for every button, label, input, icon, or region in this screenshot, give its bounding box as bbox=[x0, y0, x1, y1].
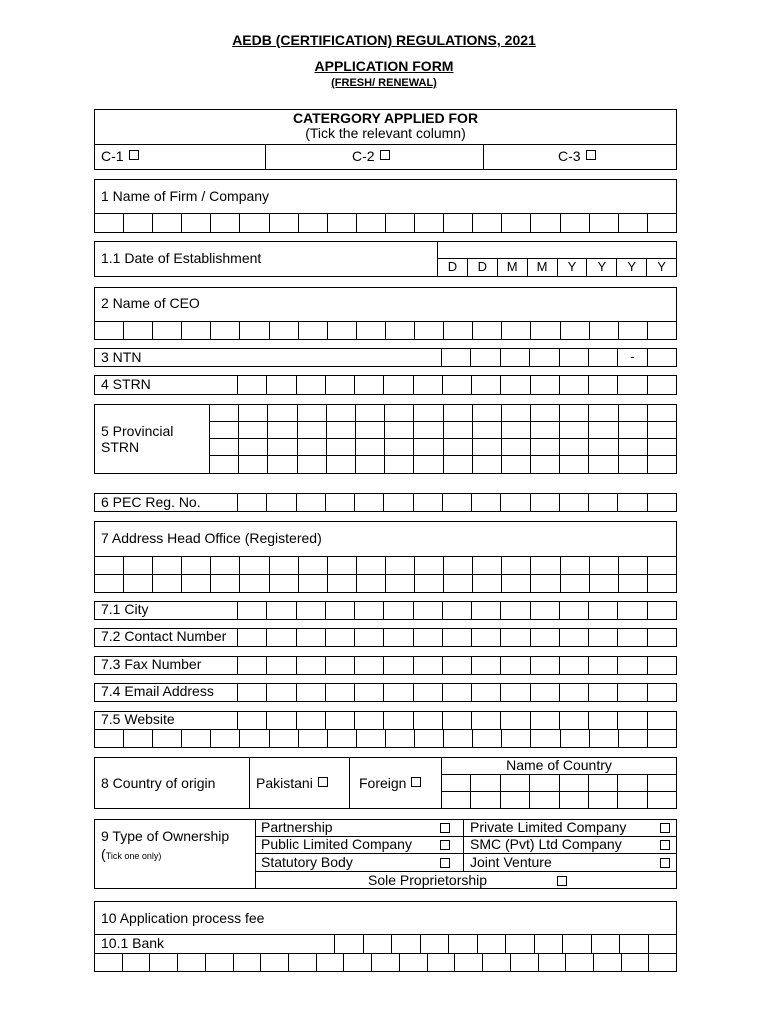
address-cells-row[interactable] bbox=[94, 556, 677, 575]
statutory-body-checkbox-icon[interactable] bbox=[440, 858, 450, 868]
firm-name-label: 1 Name of Firm / Company bbox=[101, 188, 270, 204]
ntn-cells[interactable]: - bbox=[441, 348, 677, 367]
provincial-strn-cells-row[interactable] bbox=[209, 404, 677, 422]
country-name-label: Name of Country bbox=[506, 757, 612, 773]
joint-venture-label: Joint Venture bbox=[470, 854, 552, 870]
category-heading: CATERGORY APPLIED FOR bbox=[292, 110, 479, 126]
partnership-label: Partnership bbox=[261, 819, 333, 835]
pec-label: 6 PEC Reg. No. bbox=[101, 494, 201, 510]
fax-cells[interactable] bbox=[237, 656, 677, 675]
website-label: 7.5 Website bbox=[101, 711, 175, 727]
checkbox-icon[interactable] bbox=[586, 150, 596, 160]
provincial-strn-cells-row[interactable] bbox=[209, 438, 677, 456]
fax-label: 7.3 Fax Number bbox=[101, 656, 202, 672]
private-limited-checkbox-icon[interactable] bbox=[660, 823, 670, 833]
establishment-date-cells[interactable]: D D M M Y Y Y Y bbox=[437, 258, 677, 277]
partnership-checkbox-icon[interactable] bbox=[440, 823, 450, 833]
sole-proprietorship-checkbox-icon[interactable] bbox=[557, 876, 567, 886]
foreign-option[interactable]: Foreign bbox=[359, 775, 421, 791]
sole-proprietorship-label: Sole Proprietorship bbox=[368, 872, 488, 888]
bank-cells-bottom[interactable] bbox=[94, 953, 677, 972]
form-title: APPLICATION FORM bbox=[314, 58, 454, 74]
firm-name-cells[interactable] bbox=[94, 213, 677, 233]
bank-cells-top[interactable] bbox=[334, 934, 677, 954]
website-cells-bottom[interactable] bbox=[94, 729, 677, 748]
provincial-strn-cells-row[interactable] bbox=[209, 421, 677, 439]
address-label: 7 Address Head Office (Registered) bbox=[101, 530, 322, 546]
ownership-note: (Tick one only) bbox=[101, 846, 162, 862]
provincial-strn-label-1: 5 Provincial bbox=[101, 423, 174, 439]
ceo-label: 2 Name of CEO bbox=[101, 295, 200, 311]
strn-label: 4 STRN bbox=[101, 376, 151, 392]
category-c1-option[interactable]: C-1 bbox=[101, 148, 139, 164]
city-label: 7.1 City bbox=[101, 601, 149, 617]
ownership-label: 9 Type of Ownership bbox=[101, 828, 230, 844]
checkbox-icon[interactable] bbox=[411, 777, 421, 787]
address-cells-row[interactable] bbox=[94, 574, 677, 593]
statutory-body-label: Statutory Body bbox=[261, 854, 353, 870]
public-limited-checkbox-icon[interactable] bbox=[440, 840, 450, 850]
origin-label: 8 Country of origin bbox=[101, 775, 216, 791]
private-limited-label: Private Limited Company bbox=[470, 819, 627, 835]
strn-cells[interactable] bbox=[237, 375, 677, 395]
pec-cells[interactable] bbox=[237, 493, 677, 512]
contact-cells[interactable] bbox=[237, 628, 677, 647]
country-name-cells-row[interactable] bbox=[441, 774, 677, 792]
checkbox-icon[interactable] bbox=[380, 150, 390, 160]
bank-label: 10.1 Bank bbox=[101, 935, 165, 951]
establishment-label: 1.1 Date of Establishment bbox=[101, 250, 262, 266]
regulation-title: AEDB (CERTIFICATION) REGULATIONS, 2021 bbox=[232, 32, 536, 48]
provincial-strn-label-2: STRN bbox=[101, 439, 140, 455]
country-name-cells-row[interactable] bbox=[441, 791, 677, 809]
form-subtitle: (FRESH/ RENEWAL) bbox=[331, 77, 437, 89]
public-limited-label: Public Limited Company bbox=[261, 836, 412, 852]
ceo-cells[interactable] bbox=[94, 321, 677, 340]
category-instruction: (Tick the relevant column) bbox=[305, 125, 466, 141]
email-label: 7.4 Email Address bbox=[101, 683, 214, 699]
checkbox-icon[interactable] bbox=[129, 150, 139, 160]
smc-label: SMC (Pvt) Ltd Company bbox=[470, 836, 622, 852]
smc-checkbox-icon[interactable] bbox=[660, 840, 670, 850]
fee-label: 10 Application process fee bbox=[101, 910, 265, 926]
city-cells[interactable] bbox=[237, 601, 677, 620]
pakistani-option[interactable]: Pakistani bbox=[256, 775, 328, 791]
email-cells[interactable] bbox=[237, 683, 677, 702]
category-c3-option[interactable]: C-3 bbox=[558, 148, 596, 164]
joint-venture-checkbox-icon[interactable] bbox=[660, 858, 670, 868]
provincial-strn-cells-row[interactable] bbox=[209, 456, 677, 474]
category-c2-option[interactable]: C-2 bbox=[352, 148, 390, 164]
website-cells-top[interactable] bbox=[237, 711, 677, 730]
contact-label: 7.2 Contact Number bbox=[101, 628, 227, 644]
ntn-label: 3 NTN bbox=[101, 349, 142, 365]
checkbox-icon[interactable] bbox=[318, 777, 328, 787]
